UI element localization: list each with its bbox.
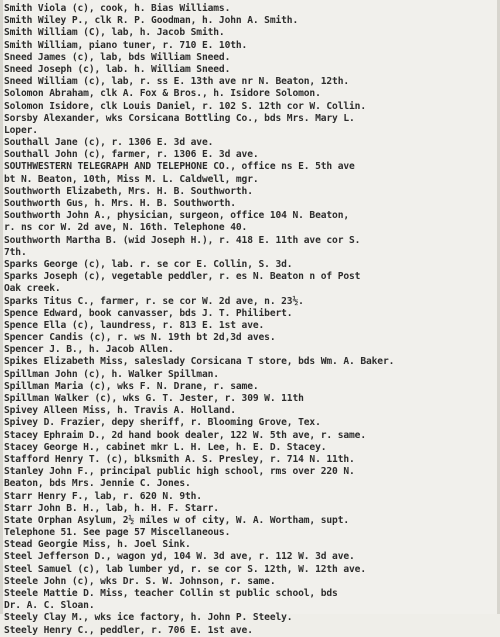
directory-line: State Orphan Asylum, 2½ miles w of city, W. A. Wortham, supt. [4, 514, 350, 526]
directory-line: Spencer J. B., h. Jacob Allen. [4, 344, 174, 356]
directory-line: Steely Clay M., wks ice factory, h. John P. Steely. [4, 612, 293, 624]
directory-line: Starr John B. H., lab, h. H. F. Starr. [4, 502, 219, 514]
directory-line: Steele Mattie D. Miss, teacher Collin st public school, bds [4, 588, 338, 599]
directory-listing [4, 3, 496, 637]
directory-line: Sparks George (c), lab. r. se cor E. Collin, S. 3d. [4, 258, 293, 270]
directory-line: r. ns cor W. 2d ave, N. 16th. Telephone 40. [4, 222, 248, 234]
directory-line: Spence Ella (c), laundress, r. 813 E. 1st ave. [4, 319, 265, 331]
directory-line: Spivey Alleen Miss, h. Travis A. Holland. [4, 405, 236, 417]
directory-line: Spillman Maria (c), wks F. N. Drane, r. same. [4, 380, 259, 392]
directory-line: bt N. Beaton, 10th, Miss M. L. Caldwell, mgr. [4, 173, 259, 185]
directory-line: Southworth Elizabeth, Mrs. H. B. Southworth. [4, 185, 253, 197]
directory-line: Southall John (c), farmer, r. 1306 E. 3d ave. [4, 149, 259, 161]
directory-line: Steel Samuel (c), lab lumber yd, r. se cor S. 12th, W. 12th ave. [4, 563, 366, 575]
directory-line: Stanley John F., principal public high school, rms over 220 N. [4, 466, 355, 478]
directory-line: Smith Viola (c), cook, h. Bias Williams. [4, 3, 231, 14]
directory-line: Solomon Isidore, clk Louis Daniel, r. 102 S. 12th cor W. Collin. [4, 100, 366, 112]
directory-line: Steele John (c), wks Dr. S. W. Johnson, r. same. [4, 575, 276, 587]
directory-line: Sneed Joseph (c), lab. h. William Sneed. [4, 63, 231, 75]
directory-line: Smith William (C), lab, h. Jacob Smith. [4, 27, 225, 39]
directory-line: Solomon Abraham, clk A. Fox & Bros., h. Isidore Solomon. [4, 88, 321, 100]
directory-line: Sorsby Alexander, wks Corsicana Bottling Co., bds Mrs. Mary L. [4, 112, 355, 124]
directory-line: Southworth John A., physician, surgeon, office 104 N. Beaton, [4, 210, 350, 222]
directory-line: Sparks Titus C., farmer, r. se cor W. 2d ave, n. 23½. [4, 295, 304, 307]
directory-line: Beaton, bds Mrs. Jennie C. Jones. [4, 478, 191, 490]
directory-line: Southworth Gus, h. Mrs. H. B. Southworth. [4, 198, 236, 209]
directory-line: Stead Georgie Miss, h. Joel Sink. [4, 539, 191, 551]
directory-line: Steel Jefferson D., wagon yd, 104 W. 3d ave, r. 112 W. 3d ave. [4, 551, 355, 563]
directory-line: SOUTHWESTERN TELEGRAPH AND TELEPHONE CO., office ns E. 5th ave [4, 161, 355, 173]
directory-line: Stacey George H., cabinet mkr L. H. Lee, h. E. D. Stacey. [4, 441, 327, 453]
directory-line: Spencer Candis (c), r. ws N. 19th bt 2d,3d aves. [4, 332, 276, 344]
directory-line: Starr Henry F., lab, r. 620 N. 9th. [4, 490, 202, 502]
directory-line: Stafford Henry T. (c), blksmith A. S. Presley, r. 714 N. 11th. [4, 453, 355, 465]
directory-line: Telephone 51. See page 57 Miscellaneous. [4, 527, 231, 539]
directory-line: Smith Wiley P., clk R. P. Goodman, h. John A. Smith. [4, 15, 299, 27]
directory-line: Spillman Walker (c), wks G. T. Jester, r. 309 W. 11th [4, 393, 304, 404]
directory-line: Smith William, piano tuner, r. 710 E. 10th. [4, 39, 248, 51]
directory-line: Spikes Elizabeth Miss, saleslady Corsicana T store, bds Wm. A. Baker. [4, 356, 395, 368]
directory-line: Spillman John (c), h. Walker Spillman. [4, 368, 219, 380]
directory-line: Dr. A. C. Sloan. [4, 600, 95, 612]
directory-line: Stacey Ephraim D., 2d hand book dealer, 122 W. 5th ave, r. same. [4, 429, 366, 441]
directory-line: Southall Jane (c), r. 1306 E. 3d ave. [4, 137, 214, 149]
directory-line: Sneed William (c), lab, r. ss E. 13th ave nr N. Beaton, 12th. [4, 76, 350, 88]
directory-line: Southworth Martha B. (wid Joseph H.), r. 418 E. 11th ave cor S. [4, 234, 361, 246]
directory-line: Sparks Joseph (c), vegetable peddler, r. es N. Beaton n of Post [4, 271, 361, 283]
directory-line: Loper. [4, 124, 38, 136]
directory-line: Spence Edward, book canvasser, bds J. T. Philibert. [4, 307, 293, 319]
directory-line: Steely Henry C., peddler, r. 706 E. 1st ave. [4, 624, 253, 636]
page-left-edge [0, 0, 3, 614]
directory-line: 7th. [4, 246, 27, 258]
directory-line: Oak creek. [4, 283, 61, 295]
directory-line: Sneed James (c), lab, bds William Sneed. [4, 51, 231, 63]
directory-line: Spivey D. Frazier, depy sheriff, r. Blooming Grove, Tex. [4, 417, 321, 429]
